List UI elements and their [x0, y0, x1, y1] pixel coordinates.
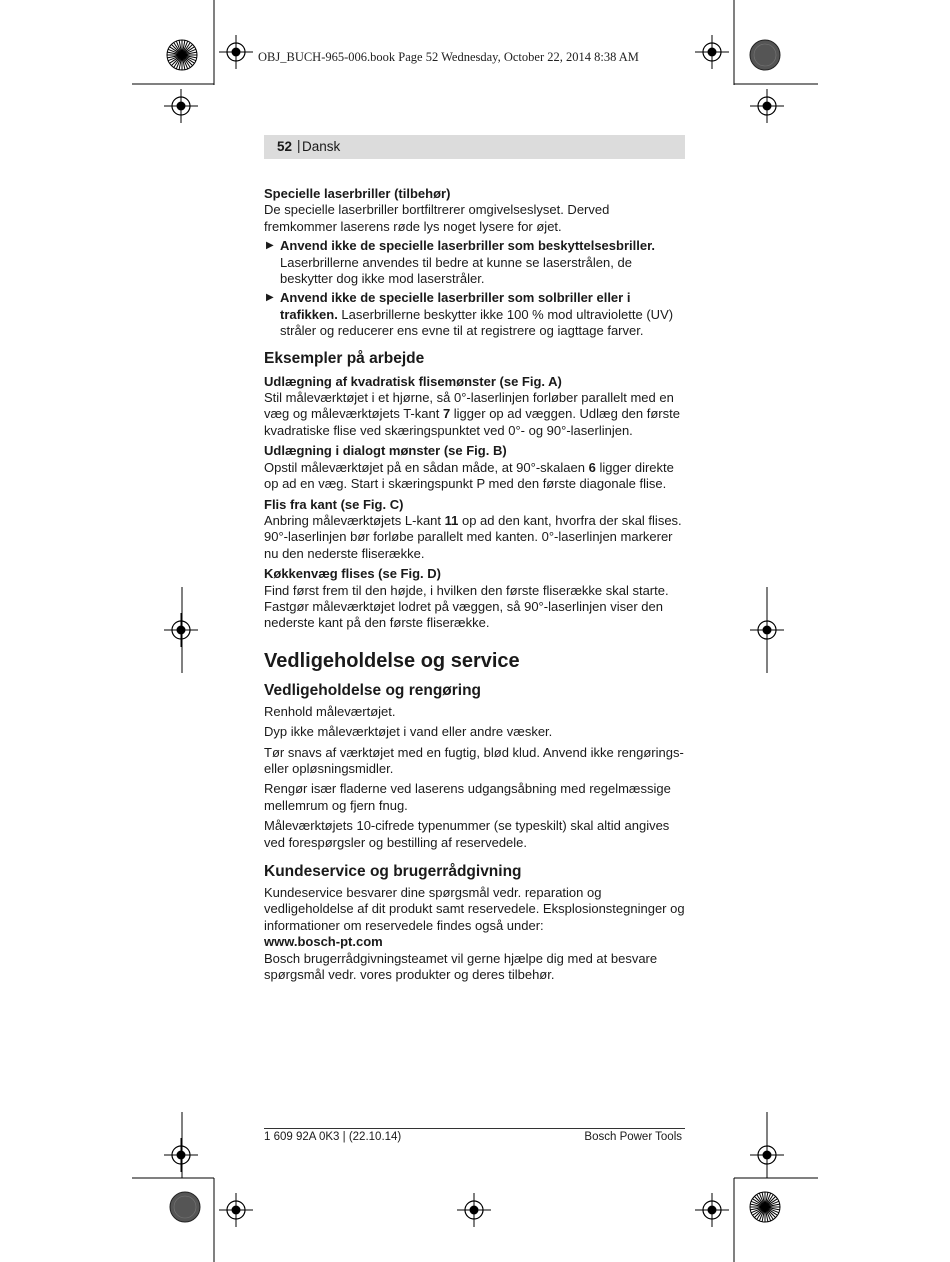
- website-link[interactable]: www.bosch-pt.com: [264, 934, 383, 950]
- ref-number: 11: [444, 512, 459, 528]
- bullet-item: [264, 238, 685, 287]
- page-number: 52: [277, 139, 293, 154]
- para-customer-service: Kundeservice besvarer dine spørgsmål vedr. reparation og vedligeholdelse af dit produkt samt reservedele. Eksplosionstegninger og informationer om reservedele findes også under:: [264, 885, 685, 933]
- bullet-bold: Anvend ikke de specielle laserbriller som solbriller eller i trafikken.: [280, 290, 631, 322]
- para-fig-d: Find først frem til den højde, i hvilken den første fliserække skal starte. Fastgør måleværktøjet lodret på væggen, så 90°-laserlinjen viser den nederste kant på den første fliserække.: [264, 582, 669, 631]
- bullet-text: Laserbrillerne beskytter ikke 100 % mod ultraviolette (UV) stråler og reducerer ens evne til at registrere og iagttage farver.: [280, 306, 674, 339]
- page-header-bar: [264, 135, 685, 159]
- text-span: ligger op ad væggen. Udlæg den første kvadratiske flise ved skæringspunktet ved 0°- og 90°-laserlinjen.: [264, 406, 680, 438]
- text-span: Anbring måleværktøjets L-kant: [264, 512, 445, 528]
- heading-fig-a: Udlægning af kvadratisk flisemønster (se Fig. A): [264, 373, 562, 389]
- para-maintenance-5: Måleværktøjets 10-cifrede typenummer (se typeskilt) skal altid angives ved forespørgsler og bestilling af reservedele.: [264, 818, 670, 850]
- heading-fig-c: Flis fra kant (se Fig. C): [264, 496, 404, 512]
- page-language: Dansk: [302, 139, 341, 154]
- heading-maintenance-service: Vedligeholdelse og service: [264, 649, 520, 672]
- para-maintenance-4: Rengør især fladerne ved laserens udgangsåbning med regelmæssige mellemrum og fjern fnug.: [264, 781, 671, 813]
- para-customer-advice: Bosch brugerrådgivningsteamet vil gerne hjælpe dig med at besvare spørgsmål vedr. vores produkter og deres tilbehør.: [264, 950, 658, 983]
- para-maintenance-3: Tør snavs af værktøjet med en fugtig, blød klud. Anvend ikke rengørings- eller opløsningsmidler.: [264, 744, 684, 776]
- heading-maintenance-cleaning: Vedligeholdelse og rengøring: [264, 681, 482, 699]
- print-header: OBJ_BUCH-965-006.book Page 52 Wednesday, October 22, 2014 8:38 AM: [258, 50, 639, 64]
- para-fig-a: [264, 390, 685, 439]
- heading-work-examples: Eksempler på arbejde: [264, 349, 425, 367]
- para-maintenance-2: Dyp ikke måleværktøjet i vand eller andre væsker.: [264, 724, 553, 740]
- ref-number: 6: [588, 459, 596, 475]
- footer-doc-number: 1 609 92A 0K3 | (22.10.14): [264, 1131, 402, 1143]
- page-separator: |: [297, 138, 301, 153]
- bullet-triangle-icon: ▶: [266, 292, 274, 304]
- text-span: Stil måleværktøjet i et hjørne, så 0°-laserlinjen forløber parallelt med en væg og måleværktøjets T-kant: [264, 390, 674, 422]
- heading-laser-glasses: Specielle laserbriller (tilbehør): [264, 186, 451, 201]
- para-fig-c: [264, 513, 685, 562]
- heading-fig-b: Udlægning i dialogt mønster (se Fig. B): [264, 443, 507, 459]
- ref-number: 7: [442, 406, 451, 422]
- bullet-item: [264, 290, 685, 339]
- footer-divider: [264, 1128, 685, 1129]
- bullet-bold: Anvend ikke de specielle laserbriller som beskyttelsesbriller.: [280, 238, 656, 254]
- para-maintenance-1: Renhold måleværtøjet.: [264, 703, 396, 719]
- text-span: Opstil måleværktøjet på en sådan måde, at 90°-skalaen: [264, 459, 589, 475]
- para-fig-b: [264, 460, 685, 493]
- text-span: op ad den kant, hvorfra der skal flises. 90°-laserlinjen bør forløbe parallelt med kanten. 0°-laserlinjen markerer nu den nederste fliserække.: [264, 512, 682, 561]
- heading-fig-d: Køkkenvæg flises (se Fig. D): [264, 566, 441, 582]
- bullet-text: Laserbrillerne anvendes til bedre at kunne se laserstrålen, de beskytter dog ikke mod laserstråler.: [280, 254, 632, 287]
- main-content: [264, 186, 685, 983]
- footer-brand: Bosch Power Tools: [584, 1131, 682, 1143]
- text-span: ligger direkte op ad en væg. Start i skæringspunkt P med den første diagonale flise.: [264, 459, 674, 492]
- heading-customer-service: Kundeservice og brugerrådgivning: [264, 863, 522, 880]
- bullet-triangle-icon: ▶: [266, 240, 274, 252]
- para-laser-glasses: De specielle laserbriller bortfiltrerer omgivelseslyset. Derved fremkommer laserens røde lys noget lysere for øjet.: [264, 202, 610, 234]
